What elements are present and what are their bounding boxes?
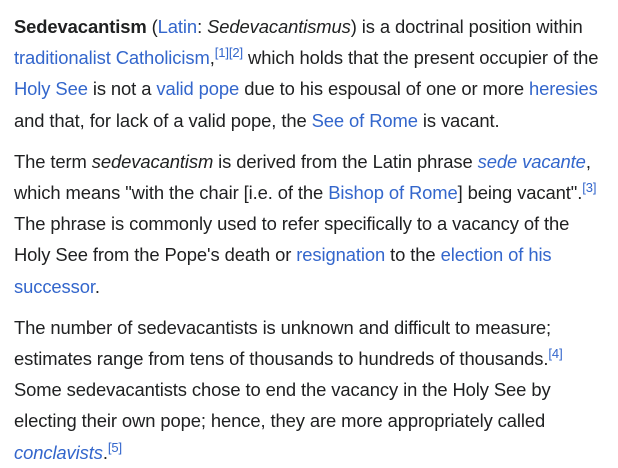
citation-1 — [215, 45, 229, 60]
citation-link-1[interactable]: [1] — [214, 45, 229, 61]
text: Some sedevacantists chose to end the vacancy in the Holy See by electing their own pope; hence, they are more appropriately called — [14, 379, 551, 432]
link-sede-vacante[interactable]: sede vacante — [477, 150, 586, 172]
link-conclavists[interactable]: conclavists — [14, 441, 103, 463]
text: and that, for lack of a valid pope, the — [14, 109, 312, 131]
citation-3 — [582, 180, 596, 195]
citation-link-2[interactable]: [2] — [228, 45, 244, 61]
link-latin[interactable]: Latin — [157, 16, 198, 37]
citation-link-3[interactable]: [3] — [582, 179, 597, 195]
text: ] being vacant". — [457, 182, 583, 204]
text: , — [209, 47, 215, 69]
paragraph-3 — [14, 312, 600, 468]
text: to the — [385, 244, 441, 266]
text: is vacant. — [417, 109, 500, 131]
citation-4 — [548, 346, 562, 361]
link-election-of-successor[interactable]: election of his successor — [14, 244, 552, 297]
text: is derived from the Latin phrase — [213, 150, 478, 172]
bold-term: Sedevacantism — [14, 16, 147, 37]
link-heresies[interactable]: heresies — [529, 78, 598, 100]
text: is not a — [87, 78, 157, 100]
citation-5 — [108, 440, 122, 455]
latin-term: Sedevacantismus — [207, 16, 351, 37]
text: . — [94, 275, 100, 297]
italic-term: sedevacantism — [91, 150, 214, 172]
link-resignation[interactable]: resignation — [296, 244, 386, 266]
text: The number of sedevacantists is unknown and difficult to measure; estimates range from tens of thousands to hundreds of thousands. — [14, 316, 552, 370]
citation-link-4[interactable]: [4] — [548, 345, 563, 361]
text: due to his espousal of one or more — [239, 78, 530, 100]
text: , which means "with the chair [i.e. of the — [14, 150, 591, 204]
text: ) is a doctrinal position within — [350, 16, 583, 37]
link-see-of-rome[interactable]: See of Rome — [311, 109, 418, 131]
text: The phrase is commonly used to refer specifically to a vacancy of the Holy See from the Pope's death or — [14, 213, 570, 266]
link-holy-see[interactable]: Holy See — [14, 78, 88, 100]
text: which holds that the present occupier of the — [243, 47, 599, 69]
text: . — [102, 441, 108, 463]
paragraph-1 — [14, 11, 600, 136]
paragraph-2 — [14, 146, 600, 302]
link-valid-pope[interactable]: valid pope — [156, 78, 240, 100]
text: : — [197, 16, 208, 37]
text: ( — [146, 16, 158, 37]
citation-link-5[interactable]: [5] — [107, 439, 123, 455]
link-bishop-of-rome[interactable]: Bishop of Rome — [328, 182, 458, 204]
link-traditionalist-catholicism[interactable]: traditionalist Catholicism — [14, 47, 210, 69]
citation-2 — [229, 45, 243, 60]
text: The term — [14, 150, 92, 172]
